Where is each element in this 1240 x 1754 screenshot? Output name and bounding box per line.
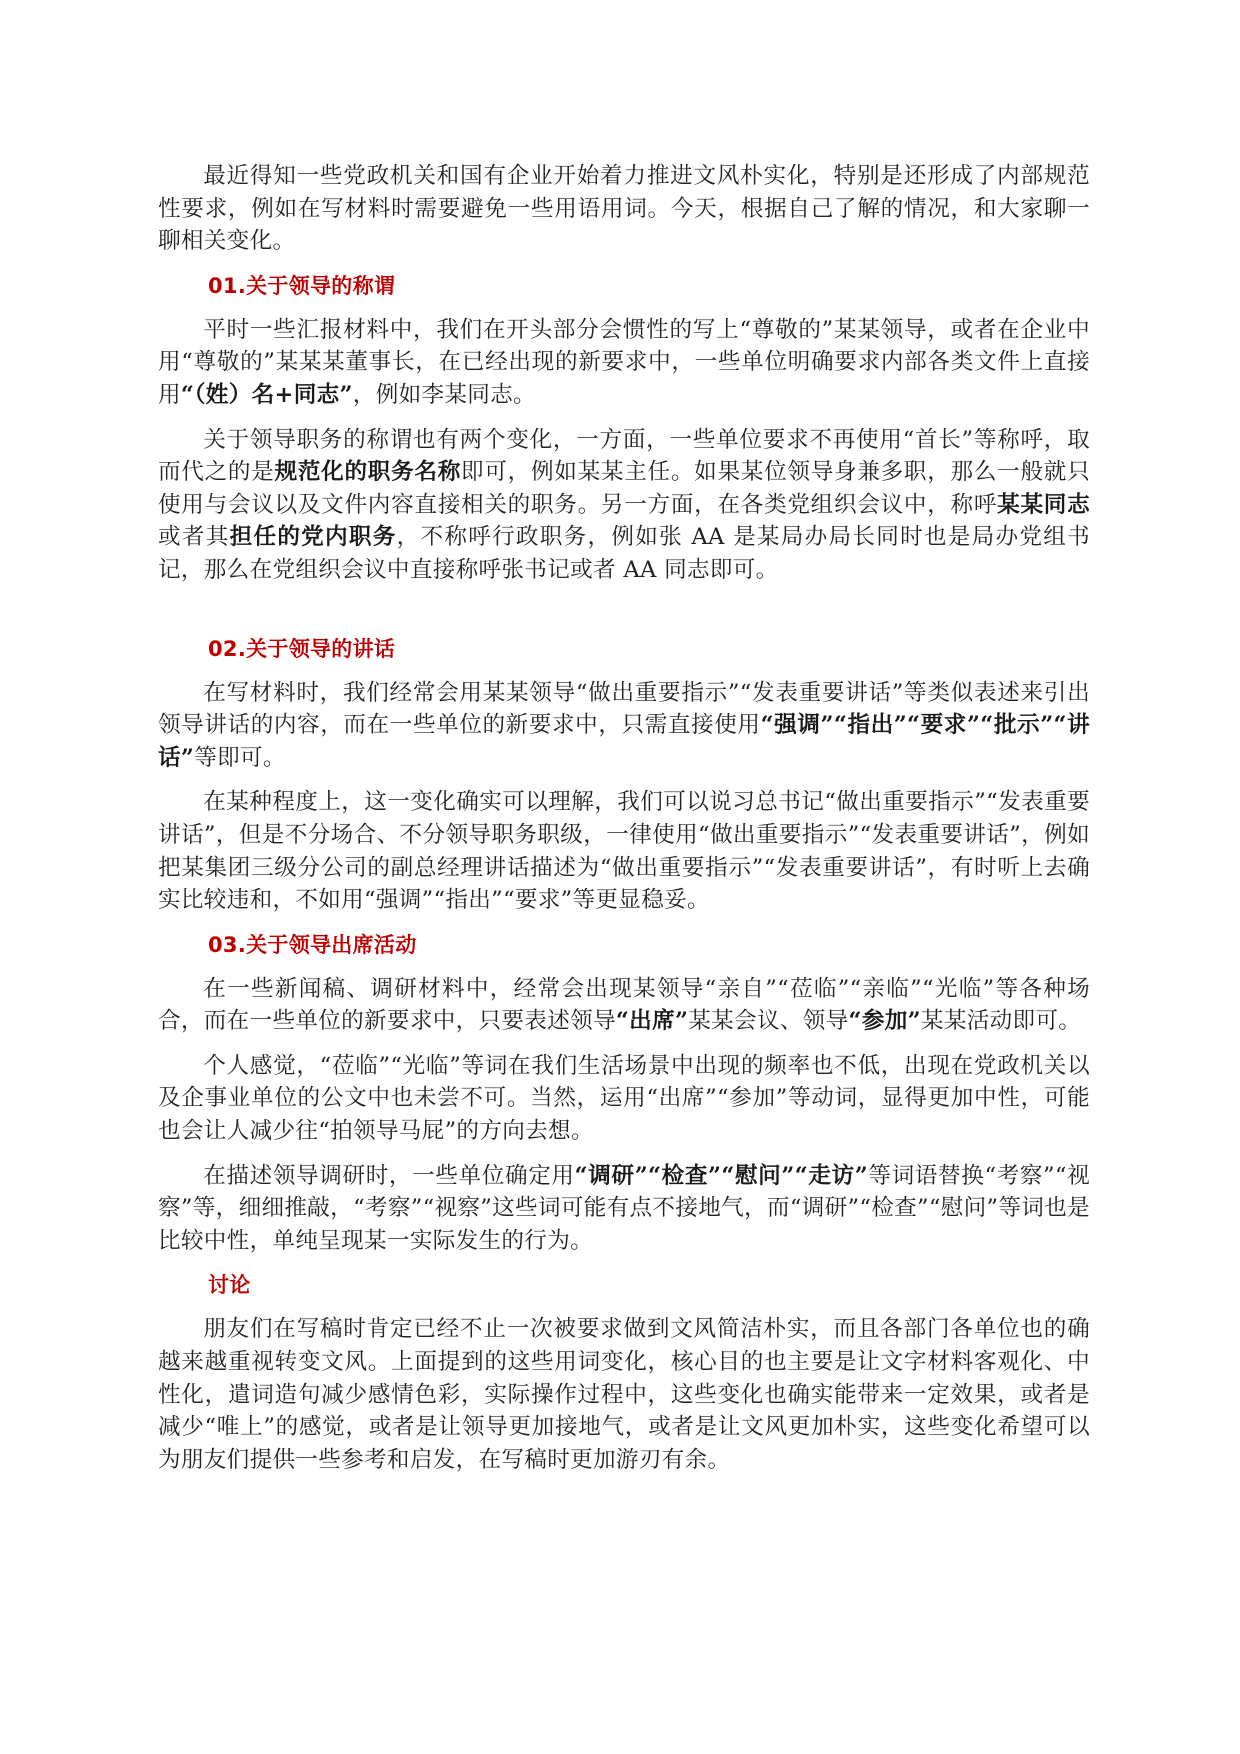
intro-paragraph — [158, 160, 1090, 258]
section-heading-2: 02.关于领导的讲话 — [208, 636, 396, 661]
s4-paragraph-1 — [158, 1313, 1090, 1476]
s2-p2-text: 在某种程度上，这一变化确实可以理解，我们可以说习总书记“做出重要指示”“发表重要讲话”，但是不分场合、不分领导职务职级，一律使用“做出重要指示”“发表重要讲话”，例如把某集团三级分公司的副总经理讲话描述为“做出重要指示”“发表重要讲话”，有时听上去确实比较违和，不如用“强调”“指出”“要求”等更显稳妥。 — [158, 789, 1090, 914]
s4-p1-text: 朋友们在写稿时肯定已经不止一次被要求做到文风简洁朴实，而且各部门各单位也的确越来越重视转变文风。上面提到的这些用词变化，核心目的也主要是让文字材料客观化、中性化，遣词造句减少感情色彩，实际操作过程中，这些变化也确实能带来一定效果，或者是减少“唯上”的感觉，或者是让领导更加接地气，或者是让文风更加朴实，这些变化希望可以为朋友们提供一些参考和启发，在写稿时更加游刃有余。 — [158, 1316, 1090, 1473]
s2-paragraph-1 — [158, 677, 1090, 775]
s1-p2-bold-1: 规范化的职务名称 — [274, 459, 462, 486]
s1-paragraph-2 — [158, 424, 1090, 587]
s3-p3-text-a: 在描述领导调研时，一些单位确定用 — [203, 1162, 575, 1189]
s3-p3-bold-1: “调研”“检查”“慰问”“走访” — [574, 1162, 869, 1189]
section-spacer — [158, 599, 1090, 633]
s3-p1-bold-1: “出席” — [615, 1008, 689, 1035]
s1-p1-text-c: ，例如李某同志。 — [352, 381, 536, 408]
s2-p1-text-a: 在写材料时，我们经常会用某某领导“做出重要指示”“发表重要讲话”等类似表述来引出领导讲话的内容，而在一些单位的新要求中，只需直接使用 — [158, 679, 1090, 739]
s3-paragraph-1 — [158, 973, 1090, 1038]
intro-text: 最近得知一些党政机关和国有企业开始着力推进文风朴实化，特别是还形成了内部规范性要求，例如在写材料时需要避免一些用语用词。今天，根据自己了解的情况，和大家聊一聊相关变化。 — [158, 163, 1090, 255]
s3-paragraph-2 — [158, 1050, 1090, 1148]
s2-p1-bold-1: “强调”“指出”“要求”“批示”“讲话” — [158, 712, 1090, 771]
s3-paragraph-3 — [158, 1160, 1090, 1258]
document-body — [158, 160, 1090, 1488]
section-heading-1: 01.关于领导的称谓 — [208, 273, 396, 298]
s1-p2-text-e: ，不称呼行政职务，例如张 AA 是某局办局长同时也是局办党组书记，那么在党组织会议中直接称呼张书记或者 AA 同志即可。 — [158, 524, 1091, 583]
s3-p1-bold-2: “参加” — [848, 1008, 921, 1035]
s1-p1-text-a: 平时一些汇报材料中，我们在开头部分会惯性的写上“尊敬的”某某领导，或者在企业中用“尊敬的”某某某董事长，在已经出现的新要求中，一些单位明确要求内部各类文件上直接用 — [158, 316, 1090, 408]
section-heading-3: 03.关于领导出席活动 — [208, 932, 417, 957]
s1-paragraph-1 — [158, 314, 1090, 412]
s1-p2-text-a: 关于领导职务的称谓也有两个变化，一方面，一些单位要求不再使用“首长”等称呼，取而代之的是 — [158, 426, 1090, 486]
s3-p1-text-d: 某某活动即可。 — [920, 1008, 1082, 1035]
s1-p2-text-d: 或者其 — [158, 524, 230, 551]
s3-p1-text-a: 在一些新闻稿、调研材料中，经常会出现某领导“亲自”“莅临”“亲临”“光临”等各种场合，而在一些单位的新要求中，只要表述领导 — [158, 975, 1090, 1035]
s1-p1-bold-1: “（姓）名+同志” — [180, 381, 353, 408]
s2-paragraph-2 — [158, 786, 1090, 916]
s1-p2-bold-2: 某某同志 — [997, 491, 1090, 518]
s3-p3-text-c: 等词语替换“考察”“视察”等，细细推敲，“考察”“视察”这些词可能有点不接地气，而“调研”“检查”“慰问”等词也是比较中性，单纯呈现某一实际发生的行为。 — [158, 1162, 1090, 1254]
s3-p1-text-c: 某某会议、领导 — [688, 1008, 849, 1035]
s1-p2-bold-3: 担任的党内职务 — [229, 524, 397, 551]
s3-p2-text: 个人感觉，“莅临”“光临”等词在我们生活场景中出现的频率也不低，出现在党政机关以及企事业单位的公文中也未尝不可。当然，运用“出席”“参加”等动词，显得更加中性，可能也会让人减少往“拍领导马屁”的方向去想。 — [158, 1052, 1090, 1145]
s1-p2-text-c: 即可，例如某某主任。如果某位领导身兼多职，那么一般就只使用与会议以及文件内容直接相关的职务。另一方面，在各类党组织会议中，称呼 — [158, 459, 1091, 518]
section-heading-4: 讨论 — [208, 1273, 251, 1298]
s2-p1-text-c: 等即可。 — [194, 744, 286, 771]
